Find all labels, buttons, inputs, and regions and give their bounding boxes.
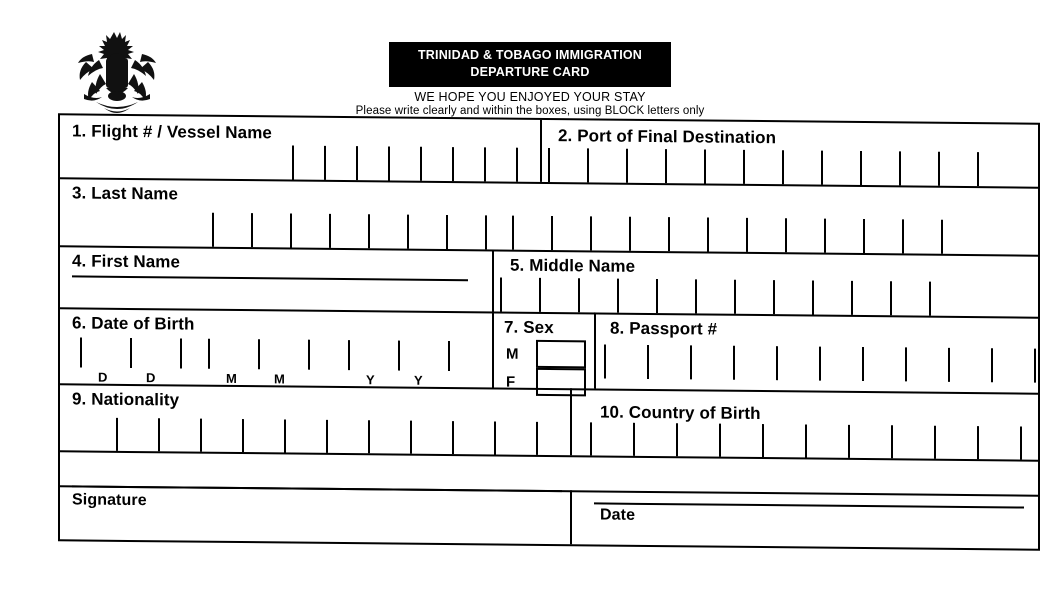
column-divider-sex xyxy=(492,311,494,387)
flight-label: 1. Flight # / Vessel Name xyxy=(72,121,272,143)
dob-month-mark-1: M xyxy=(226,370,237,387)
column-divider-middle xyxy=(492,249,494,311)
middle-name-label: 5. Middle Name xyxy=(510,255,636,276)
passport-input[interactable] xyxy=(604,345,1036,383)
date-label: Date xyxy=(600,506,636,524)
country-of-birth-label: 10. Country of Birth xyxy=(600,402,761,424)
dob-day-boxes[interactable] xyxy=(80,337,182,368)
date-line[interactable] xyxy=(594,502,1024,508)
subtitle-text: WE HOPE YOU ENJOYED YOUR STAY xyxy=(414,89,646,104)
coat-of-arms-icon xyxy=(62,28,172,120)
form-frame xyxy=(58,113,1040,550)
dob-label: 6. Date of Birth xyxy=(72,313,195,334)
sex-checkbox-male[interactable] xyxy=(536,340,586,368)
title-line-1: TRINIDAD & TOBAGO IMMIGRATION xyxy=(417,48,643,62)
signature-label: Signature xyxy=(72,491,147,510)
column-divider-nationality xyxy=(570,388,572,455)
last-name-input-left[interactable] xyxy=(212,213,487,250)
title-banner xyxy=(389,42,671,87)
card-header xyxy=(0,14,1048,122)
dob-year-boxes[interactable] xyxy=(348,340,450,371)
passport-label: 8. Passport # xyxy=(610,318,718,339)
dob-month-boxes[interactable] xyxy=(208,339,310,370)
sex-checkbox-female[interactable] xyxy=(536,368,586,396)
column-divider-passport xyxy=(594,312,596,388)
sex-option-female-label: F xyxy=(506,373,516,391)
first-name-label: 4. First Name xyxy=(72,251,181,272)
country-of-birth-input[interactable] xyxy=(590,422,1022,459)
title-block xyxy=(310,42,750,117)
signature-line[interactable] xyxy=(72,485,562,492)
title-line-2: DEPARTURE CARD xyxy=(470,64,590,79)
dob-day-mark-1: D xyxy=(98,369,108,385)
dob-month-mark-2: M xyxy=(274,371,285,387)
instruction-text: Please write clearly and within the boxes, using BLOCK letters only xyxy=(355,104,705,117)
port-label: 2. Port of Final Destination xyxy=(558,126,777,148)
sex-option-male-label: M xyxy=(506,345,519,363)
nationality-label: 9. Nationality xyxy=(72,389,180,410)
dob-year-mark-2: Y xyxy=(414,372,423,388)
nationality-input[interactable] xyxy=(116,418,538,455)
dob-year-mark-1: Y xyxy=(366,372,375,388)
port-input[interactable] xyxy=(548,148,979,186)
column-divider-signature xyxy=(570,490,572,544)
middle-name-input[interactable] xyxy=(500,278,931,316)
last-name-label: 3. Last Name xyxy=(72,183,179,204)
sex-label: 7. Sex xyxy=(504,317,554,338)
last-name-input-right[interactable] xyxy=(512,216,943,254)
dob-day-mark-2: D xyxy=(146,370,156,386)
flight-input[interactable] xyxy=(292,146,550,182)
